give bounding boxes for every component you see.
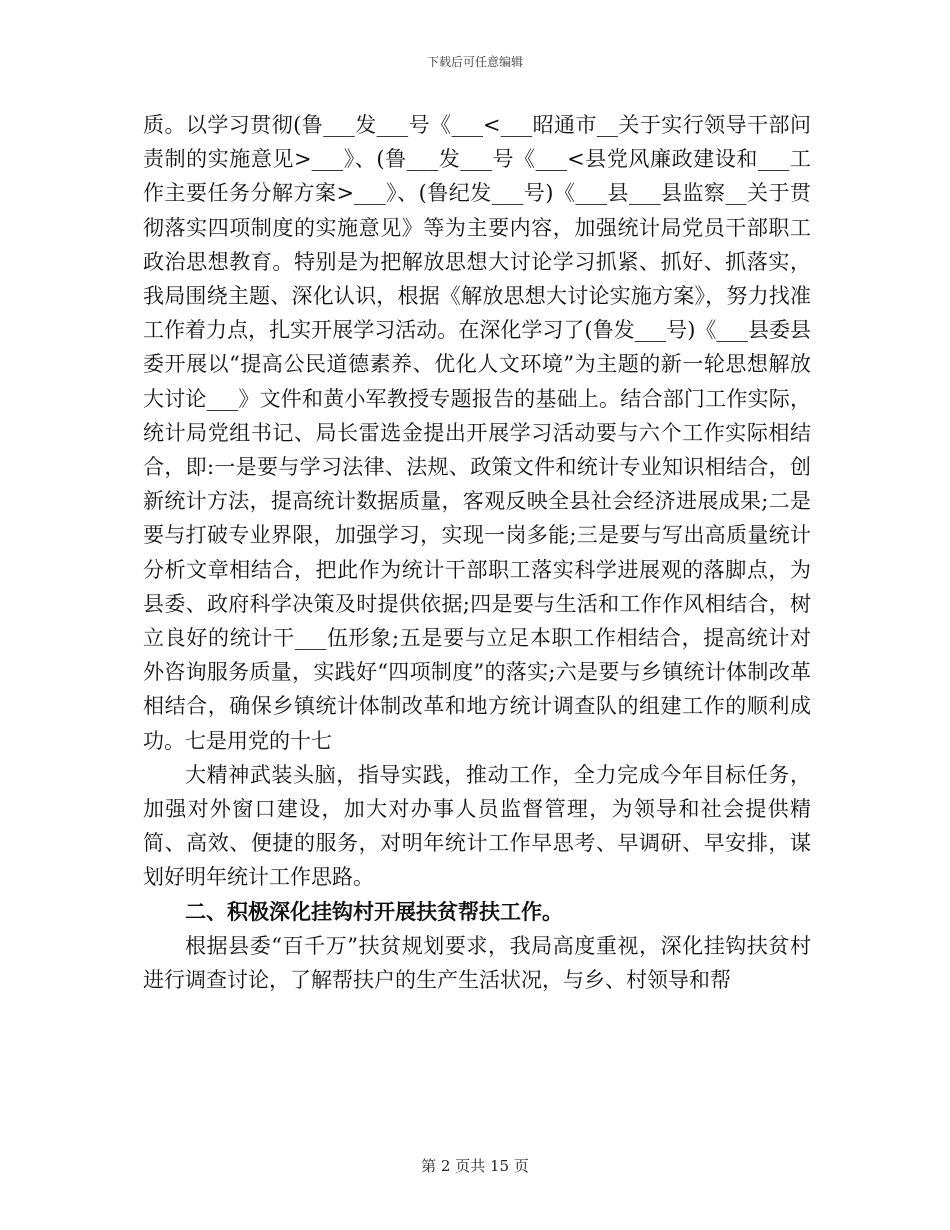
paragraph-spirit: 大精神武装头脑，指导实践，推动工作，全力完成今年目标任务，加强对外窗口建设，加大对办事人员监督管理，为领导和社会提供精简、高效、便捷的服务，对明年统计工作早思考、早调研、早安排，谋划好明年统计工作思路。: [143, 762, 811, 890]
paragraph-poverty-aid: 根据县委“百千万”扶贫规划要求，我局高度重视，深化挂钩扶贫村进行调查讨论，了解帮扶户的生产生活状况，与乡、村领导和帮: [143, 933, 811, 993]
paragraph-continuation: 质。以学习贯彻(鲁___发___号《___<___昭通市__关于实行领导干部问责制的实施意见>___》、(鲁___发___号《___<县党风廉政建设和___工作主要任务分解方案>___》、(鲁纪发___号)《___县___县监察__关于贯彻落实四项制度的实施意见》等为主要内容，加强统计局党员干部职工政治思想教育。特别是为把解放思想大讨论学习抓紧、抓好、抓落实，我局围绕主题、深化认识，根据《解放思想大讨论实施方案》，努力找准工作着力点，扎实开展学习活动。在深化学习了(鲁发___号)《___县委县委开展以“提高公民道德素养、优化人文环境”为主题的新一轮思想解放大讨论___》文件和黄小军教授专题报告的基础上。结合部门工作实际，统计局党组书记、局长雷选金提出开展学习活动要与六个工作实际相结合，即:一是要与学习法律、法规、政策文件和统计专业知识相结合，创新统计方法，提高统计数据质量，客观反映全县社会经济进展成果;二是要与打破专业界限，加强学习，实现一岗多能;三是要与写出高质量统计分析文章相结合，把此作为统计干部职工落实科学进展观的落脚点，为县委、政府科学决策及时提供依据;四是要与生活和工作作风相结合，树立良好的统计干___伍形象;五是要与立足本职工作相结合，提高统计对外咨询服务质量，实践好“四项制度”的落实;六是要与乡镇统计体制改革相结合，确保乡镇统计体制改革和地方统计调查队的组建工作的顺利成功。七是用党的十七: [143, 113, 811, 753]
page-footer: 第 2 页共 15 页: [421, 1157, 529, 1175]
page-header: 下载后可任意编辑: [426, 55, 523, 69]
section-heading-2: 二、积极深化挂钩村开展扶贫帮扶工作。: [185, 898, 563, 924]
document-body: [143, 108, 811, 997]
